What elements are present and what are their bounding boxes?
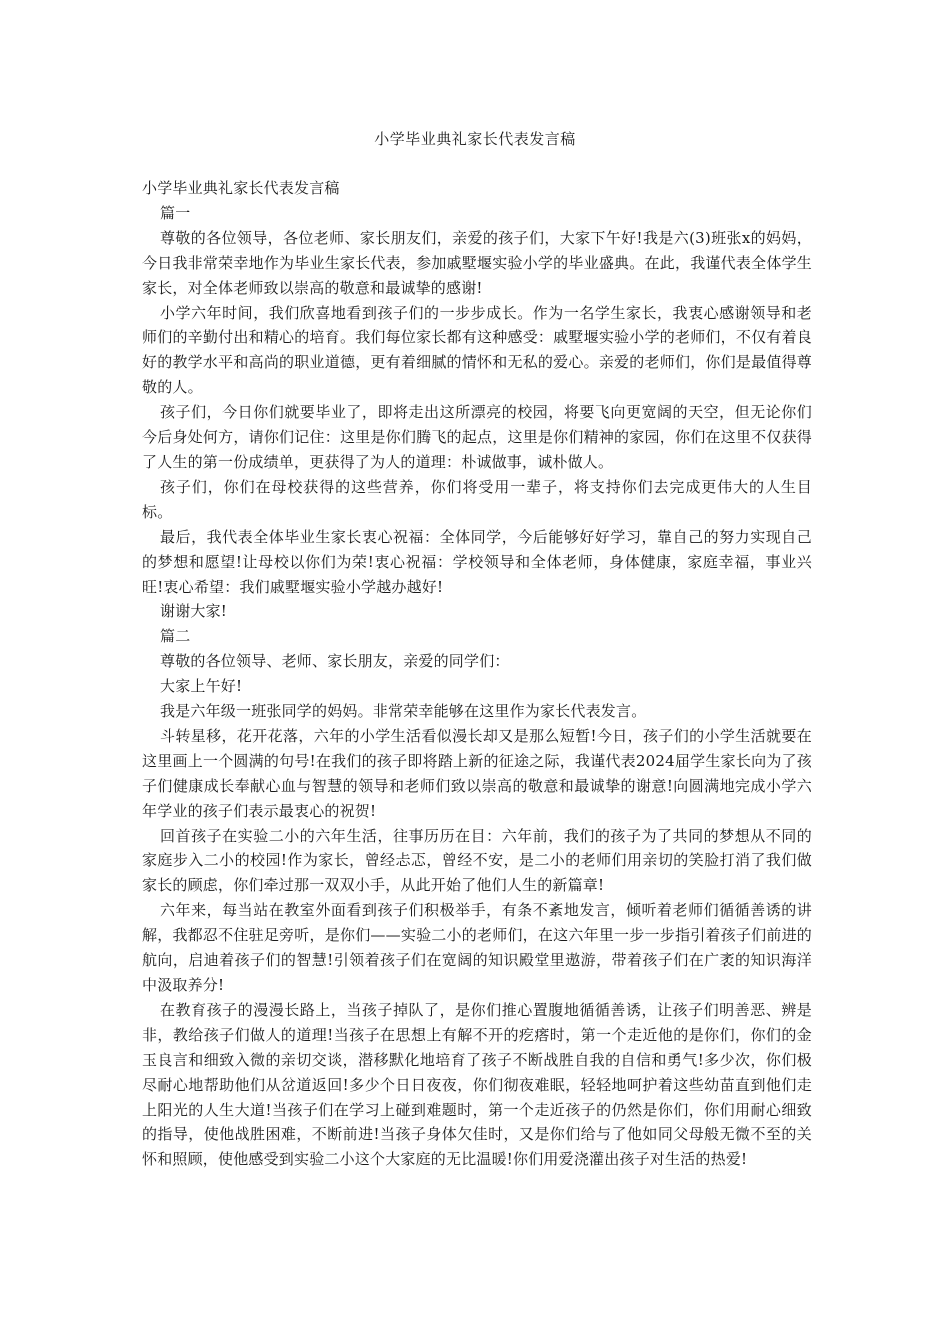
section-label-2: 篇二: [160, 627, 191, 646]
paragraph: 孩子们，今日你们就要毕业了，即将走出这所漂亮的校园，将要飞向更宽阔的天空，但无论你们今后身处何方，请你们记住：这里是你们腾飞的起点，这里是你们精神的家园，你们在这里不仅获得了人生的第一份成绩单，更获得了为人的道理：朴诚做事，诚朴做人。: [142, 403, 812, 471]
paragraph: 小学六年时间，我们欣喜地看到孩子们的一步步成长。作为一名学生家长，我衷心感谢领导和老师们的辛勤付出和精心的培育。我们每位家长都有这种感受：戚墅堰实验小学的老师们，不仅有着良好的教学水平和高尚的职业道德，更有着细腻的情怀和无私的爱心。亲爱的老师们，你们是最值得尊敬的人。: [142, 303, 812, 397]
paragraph: 谢谢大家!: [160, 602, 228, 621]
paragraph: 尊敬的各位领导、老师、家长朋友，亲爱的同学们：: [160, 652, 510, 671]
paragraph: 尊敬的各位领导，各位老师、家长朋友们，亲爱的孩子们，大家下午好!我是六(3)班张x的妈妈，今日我非常荣幸地作为毕业生家长代表，参加戚墅堰实验小学的毕业盛典。在此，我谨代表全体学生家长，对全体老师致以崇高的敬意和最诚挚的感谢!: [142, 228, 812, 297]
paragraph: 最后，我代表全体毕业生家长衷心祝福：全体同学，今后能够好好学习，靠自己的努力实现自己的梦想和愿望!让母校以你们为荣!衷心祝福：学校领导和全体老师，身体健康，家庭幸福，事业兴旺!衷心希望：我们戚墅堰实验小学越办越好!: [142, 527, 812, 596]
paragraph: 回首孩子在实验二小的六年生活，往事历历在目：六年前，我们的孩子为了共同的梦想从不同的家庭步入二小的校园!作为家长，曾经忐忑，曾经不安，是二小的老师们用亲切的笑脸打消了我们做家长的顾虑，你们牵过那一双双小手，从此开始了他们人生的新篇章!: [142, 826, 812, 895]
section-label-1: 篇一: [160, 203, 191, 222]
paragraph: 孩子们，你们在母校获得的这些营养，你们将受用一辈子，将支持你们去完成更伟大的人生目标。: [142, 477, 812, 521]
document-body: [142, 176, 812, 1172]
body-heading: 小学毕业典礼家长代表发言稿: [142, 179, 340, 197]
paragraph: 大家上午好!: [160, 677, 243, 696]
paragraph: 六年来，每当站在教室外面看到孩子们积极举手，有条不紊地发言，倾听着老师们循循善诱的讲解，我都忍不住驻足旁听，是你们——实验二小的老师们，在这六年里一步一步指引着孩子们前进的航向，启迪着孩子们的智慧!引领着孩子们在宽阔的知识殿堂里遨游，带着孩子们在广袤的知识海洋中汲取养分!: [142, 901, 812, 994]
document-title: 小学毕业典礼家长代表发言稿: [374, 130, 576, 148]
paragraph: 斗转星移，花开花落，六年的小学生活看似漫长却又是那么短暂!今日，孩子们的小学生活就要在这里画上一个圆满的句号!在我们的孩子即将踏上新的征途之际，我谨代表2024届学生家长向为了孩子们健康成长奉献心血与智慧的领导和老师们致以崇高的敬意和最诚挚的谢意!向圆满地完成小学六年学业的孩子们表示最衷心的祝贺!: [142, 726, 812, 820]
paragraph: 我是六年级一班张同学的妈妈。非常荣幸能够在这里作为家长代表发言。: [160, 702, 647, 721]
paragraph: 在教育孩子的漫漫长路上，当孩子掉队了，是你们推心置腹地循循善诱，让孩子们明善恶、辨是非，教给孩子们做人的道理!当孩子在思想上有解不开的疙瘩时，第一个走近他的是你们，你们的金玉良言和细致入微的亲切交谈，潜移默化地培育了孩子不断战胜自我的自信和勇气!多少次，你们极尽耐心地帮助他们从岔道返回!多少个日日夜夜，你们彻夜难眠，轻轻地呵护着这些幼苗直到他们走上阳光的人生大道!当孩子们在学习上碰到难题时，第一个走近孩子的仍然是你们，你们用耐心细致的指导，使他战胜困难，不断前进!当孩子身体欠佳时，又是你们给与了他如同父母般无微不至的关怀和照顾，使他感受到实验二小这个大家庭的无比温暖!你们用爱浇灌出孩子对生活的热爱!: [142, 1000, 812, 1169]
